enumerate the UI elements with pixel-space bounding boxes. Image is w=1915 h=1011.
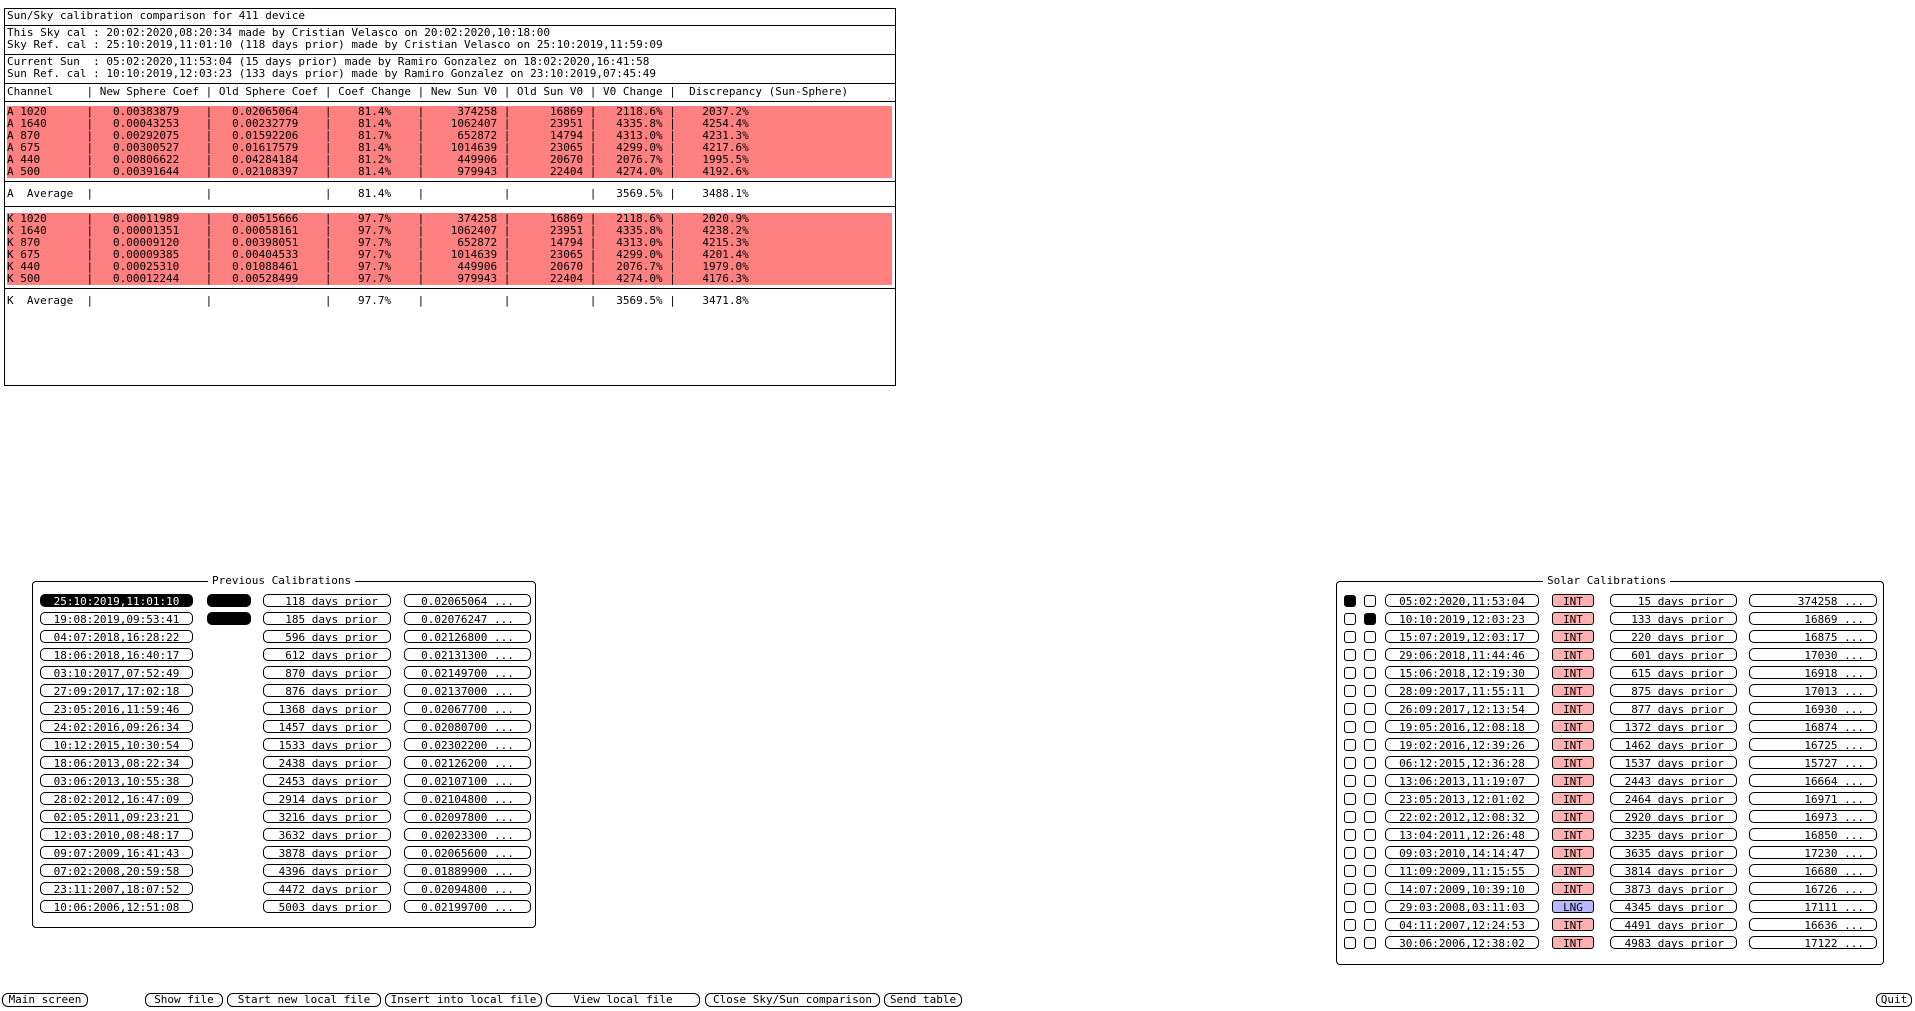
v0-value[interactable]: 17230 ... bbox=[1749, 846, 1877, 859]
v0-value[interactable]: 17030 ... bbox=[1749, 648, 1877, 661]
calibration-date[interactable]: 11:09:2009,11:15:55 bbox=[1385, 864, 1539, 877]
solar-calibrations-panel bbox=[1336, 574, 1884, 965]
days-prior[interactable]: 2464 days prior bbox=[1610, 792, 1737, 805]
current-sun-checkbox[interactable] bbox=[1344, 739, 1356, 751]
calibration-date[interactable]: 19:08:2019,09:53:41 bbox=[40, 612, 193, 625]
v0-value[interactable]: 16918 ... bbox=[1749, 666, 1877, 679]
days-prior[interactable]: 5003 days prior bbox=[263, 900, 391, 913]
list-item[interactable] bbox=[33, 810, 535, 825]
list-item[interactable] bbox=[33, 666, 535, 681]
view-local-file-button[interactable]: View local file bbox=[546, 993, 700, 1007]
coef-value[interactable]: 0.02107100 ... bbox=[404, 774, 531, 787]
calibration-type-badge: INT bbox=[1552, 792, 1594, 805]
list-item[interactable] bbox=[1337, 720, 1883, 735]
list-item[interactable] bbox=[33, 828, 535, 843]
v0-value[interactable]: 16726 ... bbox=[1749, 882, 1877, 895]
calibration-date[interactable]: 06:12:2015,12:36:28 bbox=[1385, 756, 1539, 769]
list-item[interactable] bbox=[1337, 792, 1883, 807]
days-prior[interactable]: 185 days prior bbox=[263, 612, 391, 625]
list-item[interactable] bbox=[1337, 774, 1883, 789]
days-prior[interactable]: 870 days prior bbox=[263, 666, 391, 679]
calibration-date[interactable]: 23:05:2016,11:59:46 bbox=[40, 702, 193, 715]
coef-value[interactable]: 0.01889900 ... bbox=[404, 864, 531, 877]
ref-sun-checkbox[interactable] bbox=[1364, 775, 1376, 787]
calibration-type-badge: INT bbox=[1552, 882, 1594, 895]
ref-sun-checkbox[interactable] bbox=[1364, 901, 1376, 913]
ref-sun-checkbox[interactable] bbox=[1364, 937, 1376, 949]
v0-value[interactable]: 16869 ... bbox=[1749, 612, 1877, 625]
calibration-date[interactable]: 04:11:2007,12:24:53 bbox=[1385, 918, 1539, 931]
v0-value[interactable]: 16850 ... bbox=[1749, 828, 1877, 841]
k-average-section bbox=[5, 289, 895, 310]
list-item[interactable] bbox=[1337, 666, 1883, 681]
coef-value[interactable]: 0.02065064 ... bbox=[404, 594, 531, 607]
calibration-date[interactable]: 12:03:2010,08:48:17 bbox=[40, 828, 193, 841]
calibration-type-badge: INT bbox=[1552, 702, 1594, 715]
calibration-date[interactable]: 13:04:2011,12:26:48 bbox=[1385, 828, 1539, 841]
calibration-date[interactable]: 19:05:2016,12:08:18 bbox=[1385, 720, 1539, 733]
coef-value[interactable]: 0.02023300 ... bbox=[404, 828, 531, 841]
current-sun-checkbox[interactable] bbox=[1344, 937, 1356, 949]
table-header-section bbox=[5, 84, 895, 102]
coef-value[interactable]: 0.02076247 ... bbox=[404, 612, 531, 625]
insert-into-local-file-button[interactable]: Insert into local file bbox=[385, 993, 542, 1007]
list-item[interactable] bbox=[1337, 648, 1883, 663]
calibration-type-badge: INT bbox=[1552, 612, 1594, 625]
days-prior[interactable]: 133 days prior bbox=[1610, 612, 1737, 625]
report-title-section bbox=[5, 9, 895, 26]
v0-value[interactable]: 17122 ... bbox=[1749, 936, 1877, 949]
calibration-type-badge: INT bbox=[1552, 594, 1594, 607]
calibration-date[interactable]: 30:06:2006,12:38:02 bbox=[1385, 936, 1539, 949]
coef-value[interactable]: 0.02149700 ... bbox=[404, 666, 531, 679]
table-row: K 1020 | 0.00011989 | 0.00515666 | 97.7% | 374258 | 16869 | 2118.6% | 2020.9% bbox=[7, 213, 892, 225]
ref-sun-checkbox[interactable] bbox=[1364, 829, 1376, 841]
calibration-date[interactable]: 18:06:2018,16:40:17 bbox=[40, 648, 193, 661]
calibration-type-badge: INT bbox=[1552, 648, 1594, 661]
days-prior[interactable]: 2920 days prior bbox=[1610, 810, 1737, 823]
current-sun-checkbox[interactable] bbox=[1344, 613, 1356, 625]
days-prior[interactable]: 2438 days prior bbox=[263, 756, 391, 769]
calibration-type-badge: INT bbox=[1552, 666, 1594, 679]
list-item[interactable] bbox=[1337, 684, 1883, 699]
list-item[interactable] bbox=[33, 612, 535, 627]
ref-sun-checkbox[interactable] bbox=[1364, 649, 1376, 661]
list-item[interactable] bbox=[1337, 936, 1883, 951]
current-sun-checkbox[interactable] bbox=[1344, 847, 1356, 859]
list-item[interactable] bbox=[1337, 594, 1883, 609]
calibration-type-badge: INT bbox=[1552, 720, 1594, 733]
calibration-date[interactable]: 26:09:2017,12:13:54 bbox=[1385, 702, 1539, 715]
send-table-button[interactable]: Send table bbox=[884, 993, 962, 1007]
calibration-date[interactable]: 14:07:2009,10:39:10 bbox=[1385, 882, 1539, 895]
close-comparison-button[interactable]: Close Sky/Sun comparison bbox=[705, 993, 880, 1007]
table-row: K 675 | 0.00009385 | 0.00404533 | 97.7% | 1014639 | 23065 | 4299.0% | 4201.4% bbox=[7, 249, 892, 261]
days-prior[interactable]: 1372 days prior bbox=[1610, 720, 1737, 733]
ref-sun-checkbox[interactable] bbox=[1364, 883, 1376, 895]
ref-sun-checkbox[interactable] bbox=[1364, 595, 1376, 607]
calibration-type-badge: INT bbox=[1552, 756, 1594, 769]
list-item[interactable] bbox=[33, 684, 535, 699]
days-prior[interactable]: 875 days prior bbox=[1610, 684, 1737, 697]
table-row: A 1020 | 0.00383879 | 0.02065064 | 81.4% | 374258 | 16869 | 2118.6% | 2037.2% bbox=[7, 106, 892, 118]
list-item[interactable] bbox=[33, 648, 535, 663]
calibration-date[interactable]: 23:11:2007,18:07:52 bbox=[40, 882, 193, 895]
calibration-date[interactable]: 29:06:2018,11:44:46 bbox=[1385, 648, 1539, 661]
days-prior[interactable]: 4345 days prior bbox=[1610, 900, 1737, 913]
ref-sun-checkbox[interactable] bbox=[1364, 613, 1376, 625]
a-channel-rows bbox=[5, 102, 895, 182]
current-sun-checkbox[interactable] bbox=[1344, 829, 1356, 841]
list-item[interactable] bbox=[1337, 612, 1883, 627]
coef-value[interactable]: 0.02067700 ... bbox=[404, 702, 531, 715]
v0-value[interactable]: 16875 ... bbox=[1749, 630, 1877, 643]
ref-sun-checkbox[interactable] bbox=[1364, 685, 1376, 697]
a-average-row: A Average | | | 81.4% | | | 3569.5% | 3488.1% bbox=[7, 187, 749, 200]
calibration-date[interactable]: 22:02:2012,12:08:32 bbox=[1385, 810, 1539, 823]
calibration-date[interactable]: 23:05:2013,12:01:02 bbox=[1385, 792, 1539, 805]
list-item[interactable] bbox=[33, 594, 535, 609]
v0-value[interactable]: 16680 ... bbox=[1749, 864, 1877, 877]
days-prior[interactable]: 3632 days prior bbox=[263, 828, 391, 841]
sky-cal-line: This Sky cal : 20:02:2020,08:20:34 made by Cristian Velasco on 20:02:2020,10:18:00 bbox=[7, 26, 551, 39]
list-item[interactable] bbox=[33, 900, 535, 915]
coef-value[interactable]: 0.02126200 ... bbox=[404, 756, 531, 769]
list-item[interactable] bbox=[1337, 756, 1883, 771]
v0-value[interactable]: 16725 ... bbox=[1749, 738, 1877, 751]
coef-value[interactable]: 0.02094800 ... bbox=[404, 882, 531, 895]
v0-value[interactable]: 16930 ... bbox=[1749, 702, 1877, 715]
days-prior[interactable]: 3235 days prior bbox=[1610, 828, 1737, 841]
current-sun-line: Current Sun : 05:02:2020,11:53:04 (15 days prior) made by Ramiro Gonzalez on 18:02:2020,16:41:58 bbox=[7, 55, 650, 68]
calibration-date[interactable]: 25:10:2019,11:01:10 bbox=[40, 594, 193, 607]
days-prior[interactable]: 615 days prior bbox=[1610, 666, 1737, 679]
ref-sun-checkbox[interactable] bbox=[1364, 811, 1376, 823]
current-sun-checkbox[interactable] bbox=[1344, 631, 1356, 643]
days-prior[interactable]: 118 days prior bbox=[263, 594, 391, 607]
calibration-type-badge: INT bbox=[1552, 936, 1594, 949]
list-item[interactable] bbox=[33, 738, 535, 753]
days-prior[interactable]: 15 days prior bbox=[1610, 594, 1737, 607]
current-sun-checkbox[interactable] bbox=[1344, 757, 1356, 769]
days-prior[interactable]: 601 days prior bbox=[1610, 648, 1737, 661]
days-prior[interactable]: 1457 days prior bbox=[263, 720, 391, 733]
v0-value[interactable]: 16973 ... bbox=[1749, 810, 1877, 823]
current-sun-checkbox[interactable] bbox=[1344, 721, 1356, 733]
calibration-date[interactable]: 29:03:2008,03:11:03 bbox=[1385, 900, 1539, 913]
list-item[interactable] bbox=[1337, 828, 1883, 843]
current-sun-checkbox[interactable] bbox=[1344, 685, 1356, 697]
days-prior[interactable]: 1537 days prior bbox=[1610, 756, 1737, 769]
days-prior[interactable]: 4491 days prior bbox=[1610, 918, 1737, 931]
ref-sun-checkbox[interactable] bbox=[1364, 739, 1376, 751]
list-item[interactable] bbox=[33, 864, 535, 879]
ref-sun-checkbox[interactable] bbox=[1364, 847, 1376, 859]
selection-marker[interactable] bbox=[207, 594, 251, 607]
calibration-date[interactable]: 10:12:2015,10:30:54 bbox=[40, 738, 193, 751]
calibration-date[interactable]: 13:06:2013,11:19:07 bbox=[1385, 774, 1539, 787]
start-new-local-file-button[interactable]: Start new local file bbox=[227, 993, 381, 1007]
calibration-type-badge: INT bbox=[1552, 684, 1594, 697]
current-sun-checkbox[interactable] bbox=[1344, 811, 1356, 823]
days-prior[interactable]: 220 days prior bbox=[1610, 630, 1737, 643]
calibration-date[interactable]: 24:02:2016,09:26:34 bbox=[40, 720, 193, 733]
report-title: Sun/Sky calibration comparison for 411 device bbox=[7, 9, 306, 22]
quit-button[interactable]: Quit bbox=[1876, 993, 1912, 1007]
calibration-date[interactable]: 09:03:2010,14:14:47 bbox=[1385, 846, 1539, 859]
show-file-button[interactable]: Show file bbox=[145, 993, 223, 1007]
list-item[interactable] bbox=[1337, 702, 1883, 717]
calibration-type-badge: INT bbox=[1552, 864, 1594, 877]
calibration-type-badge: INT bbox=[1552, 738, 1594, 751]
selection-marker[interactable] bbox=[207, 612, 251, 625]
v0-value[interactable]: 16664 ... bbox=[1749, 774, 1877, 787]
coef-value[interactable]: 0.02199700 ... bbox=[404, 900, 531, 913]
calibration-date[interactable]: 03:10:2017,07:52:49 bbox=[40, 666, 193, 679]
list-item[interactable] bbox=[33, 882, 535, 897]
list-item[interactable] bbox=[33, 756, 535, 771]
v0-value[interactable]: 17111 ... bbox=[1749, 900, 1877, 913]
current-sun-checkbox[interactable] bbox=[1344, 919, 1356, 931]
calibration-date[interactable]: 09:07:2009,16:41:43 bbox=[40, 846, 193, 859]
list-item[interactable] bbox=[33, 630, 535, 645]
calibration-date[interactable]: 27:09:2017,17:02:18 bbox=[40, 684, 193, 697]
days-prior[interactable]: 3635 days prior bbox=[1610, 846, 1737, 859]
current-sun-checkbox[interactable] bbox=[1344, 883, 1356, 895]
days-prior[interactable]: 877 days prior bbox=[1610, 702, 1737, 715]
ref-sun-checkbox[interactable] bbox=[1364, 757, 1376, 769]
coef-value[interactable]: 0.02131300 ... bbox=[404, 648, 531, 661]
calibration-date[interactable]: 07:02:2008,20:59:58 bbox=[40, 864, 193, 877]
current-sun-checkbox[interactable] bbox=[1344, 775, 1356, 787]
current-sun-checkbox[interactable] bbox=[1344, 703, 1356, 715]
calibration-date[interactable]: 02:05:2011,09:23:21 bbox=[40, 810, 193, 823]
table-row: K 1640 | 0.00001351 | 0.00058161 | 97.7% | 1062407 | 23951 | 4335.8% | 4238.2% bbox=[7, 225, 892, 237]
calibration-date[interactable]: 15:06:2018,12:19:30 bbox=[1385, 666, 1539, 679]
calibration-date[interactable]: 10:06:2006,12:51:08 bbox=[40, 900, 193, 913]
days-prior[interactable]: 2914 days prior bbox=[263, 792, 391, 805]
coef-value[interactable]: 0.02065600 ... bbox=[404, 846, 531, 859]
days-prior[interactable]: 3814 days prior bbox=[1610, 864, 1737, 877]
calibration-date[interactable]: 28:02:2012,16:47:09 bbox=[40, 792, 193, 805]
ref-sun-checkbox[interactable] bbox=[1364, 631, 1376, 643]
days-prior[interactable]: 612 days prior bbox=[263, 648, 391, 661]
ref-sun-checkbox[interactable] bbox=[1364, 919, 1376, 931]
table-header: Channel | New Sphere Coef | Old Sphere Coef | Coef Change | New Sun V0 | Old Sun V0 | V0 Change | Discrepancy (Sun-Sphere) bbox=[7, 85, 849, 98]
days-prior[interactable]: 2443 days prior bbox=[1610, 774, 1737, 787]
days-prior[interactable]: 1462 days prior bbox=[1610, 738, 1737, 751]
current-sun-checkbox[interactable] bbox=[1344, 649, 1356, 661]
ref-sun-checkbox[interactable] bbox=[1364, 703, 1376, 715]
sun-ref-cal-line: Sun Ref. cal : 10:10:2019,12:03:23 (133 days prior) made by Ramiro Gonzalez on 23:10:2019,07:45:49 bbox=[7, 67, 657, 80]
calibration-date[interactable]: 28:09:2017,11:55:11 bbox=[1385, 684, 1539, 697]
calibration-type-badge: LNG bbox=[1552, 900, 1594, 913]
days-prior[interactable]: 876 days prior bbox=[263, 684, 391, 697]
list-item[interactable] bbox=[33, 774, 535, 789]
current-sun-checkbox[interactable] bbox=[1344, 901, 1356, 913]
list-item[interactable] bbox=[1337, 918, 1883, 933]
list-item[interactable] bbox=[33, 720, 535, 735]
previous-calibrations-title: Previous Calibrations bbox=[208, 574, 355, 588]
ref-sun-checkbox[interactable] bbox=[1364, 793, 1376, 805]
calibration-date[interactable]: 19:02:2016,12:39:26 bbox=[1385, 738, 1539, 751]
coef-value[interactable]: 0.02097800 ... bbox=[404, 810, 531, 823]
list-item[interactable] bbox=[33, 792, 535, 807]
list-item[interactable] bbox=[1337, 810, 1883, 825]
sun-cal-section bbox=[5, 55, 895, 84]
coef-value[interactable]: 0.02080700 ... bbox=[404, 720, 531, 733]
days-prior[interactable]: 4472 days prior bbox=[263, 882, 391, 895]
days-prior[interactable]: 1533 days prior bbox=[263, 738, 391, 751]
ref-sun-checkbox[interactable] bbox=[1364, 667, 1376, 679]
calibration-type-badge: INT bbox=[1552, 846, 1594, 859]
table-row: A 870 | 0.00292075 | 0.01592206 | 81.7% | 652872 | 14794 | 4313.0% | 4231.3% bbox=[7, 130, 892, 142]
list-item[interactable] bbox=[1337, 630, 1883, 645]
days-prior[interactable]: 596 days prior bbox=[263, 630, 391, 643]
v0-value[interactable]: 16971 ... bbox=[1749, 792, 1877, 805]
days-prior[interactable]: 3216 days prior bbox=[263, 810, 391, 823]
sky-ref-cal-line: Sky Ref. cal : 25:10:2019,11:01:10 (118 days prior) made by Cristian Velasco on 25:10:2019,11:59:09 bbox=[7, 38, 663, 51]
days-prior[interactable]: 3873 days prior bbox=[1610, 882, 1737, 895]
days-prior[interactable]: 3878 days prior bbox=[263, 846, 391, 859]
v0-value[interactable]: 17013 ... bbox=[1749, 684, 1877, 697]
calibration-type-badge: INT bbox=[1552, 918, 1594, 931]
calibration-type-badge: INT bbox=[1552, 630, 1594, 643]
a-average-section bbox=[5, 182, 895, 207]
days-prior[interactable]: 4396 days prior bbox=[263, 864, 391, 877]
days-prior[interactable]: 1368 days prior bbox=[263, 702, 391, 715]
main-screen-button[interactable]: Main screen bbox=[2, 993, 88, 1007]
table-row: K 500 | 0.00012244 | 0.00528499 | 97.7% | 979943 | 22404 | 4274.0% | 4176.3% bbox=[7, 273, 892, 285]
current-sun-checkbox[interactable] bbox=[1344, 865, 1356, 877]
calibration-date[interactable]: 18:06:2013,08:22:34 bbox=[40, 756, 193, 769]
solar-calibrations-title: Solar Calibrations bbox=[1543, 574, 1670, 588]
v0-value[interactable]: 15727 ... bbox=[1749, 756, 1877, 769]
list-item[interactable] bbox=[1337, 738, 1883, 753]
calibration-date[interactable]: 05:02:2020,11:53:04 bbox=[1385, 594, 1539, 607]
table-row: A 1640 | 0.00043253 | 0.00232779 | 81.4% | 1062407 | 23951 | 4335.8% | 4254.4% bbox=[7, 118, 892, 130]
calibration-type-badge: INT bbox=[1552, 810, 1594, 823]
coef-value[interactable]: 0.02126800 ... bbox=[404, 630, 531, 643]
days-prior[interactable]: 2453 days prior bbox=[263, 774, 391, 787]
table-row: A 500 | 0.00391644 | 0.02108397 | 81.4% | 979943 | 22404 | 4274.0% | 4192.6% bbox=[7, 166, 892, 178]
list-item[interactable] bbox=[33, 846, 535, 861]
previous-calibrations-panel bbox=[32, 574, 536, 928]
calibration-type-badge: INT bbox=[1552, 774, 1594, 787]
calibration-date[interactable]: 04:07:2018,16:28:22 bbox=[40, 630, 193, 643]
ref-sun-checkbox[interactable] bbox=[1364, 865, 1376, 877]
coef-value[interactable]: 0.02104800 ... bbox=[404, 792, 531, 805]
current-sun-checkbox[interactable] bbox=[1344, 595, 1356, 607]
calibration-date[interactable]: 10:10:2019,12:03:23 bbox=[1385, 612, 1539, 625]
current-sun-checkbox[interactable] bbox=[1344, 793, 1356, 805]
v0-value[interactable]: 16636 ... bbox=[1749, 918, 1877, 931]
k-average-row: K Average | | | 97.7% | | | 3569.5% | 3471.8% bbox=[7, 294, 749, 307]
calibration-date[interactable]: 15:07:2019,12:03:17 bbox=[1385, 630, 1539, 643]
calibration-type-badge: INT bbox=[1552, 828, 1594, 841]
table-row: A 440 | 0.00806622 | 0.04284184 | 81.2% | 449906 | 20670 | 2076.7% | 1995.5% bbox=[7, 154, 892, 166]
days-prior[interactable]: 4983 days prior bbox=[1610, 936, 1737, 949]
list-item[interactable] bbox=[1337, 882, 1883, 897]
v0-value[interactable]: 16874 ... bbox=[1749, 720, 1877, 733]
ref-sun-checkbox[interactable] bbox=[1364, 721, 1376, 733]
table-row: A 675 | 0.00300527 | 0.01617579 | 81.4% | 1014639 | 23065 | 4299.0% | 4217.6% bbox=[7, 142, 892, 154]
v0-value[interactable]: 374258 ... bbox=[1749, 594, 1877, 607]
current-sun-checkbox[interactable] bbox=[1344, 667, 1356, 679]
list-item[interactable] bbox=[33, 702, 535, 717]
list-item[interactable] bbox=[1337, 846, 1883, 861]
table-row: K 870 | 0.00009120 | 0.00398051 | 97.7% | 652872 | 14794 | 4313.0% | 4215.3% bbox=[7, 237, 892, 249]
comparison-report bbox=[4, 8, 896, 386]
sky-cal-section bbox=[5, 26, 895, 55]
table-row: K 440 | 0.00025310 | 0.01088461 | 97.7% | 449906 | 20670 | 2076.7% | 1979.0% bbox=[7, 261, 892, 273]
list-item[interactable] bbox=[1337, 900, 1883, 915]
list-item[interactable] bbox=[1337, 864, 1883, 879]
k-channel-rows bbox=[5, 207, 895, 289]
coef-value[interactable]: 0.02302200 ... bbox=[404, 738, 531, 751]
coef-value[interactable]: 0.02137000 ... bbox=[404, 684, 531, 697]
calibration-date[interactable]: 03:06:2013,10:55:38 bbox=[40, 774, 193, 787]
